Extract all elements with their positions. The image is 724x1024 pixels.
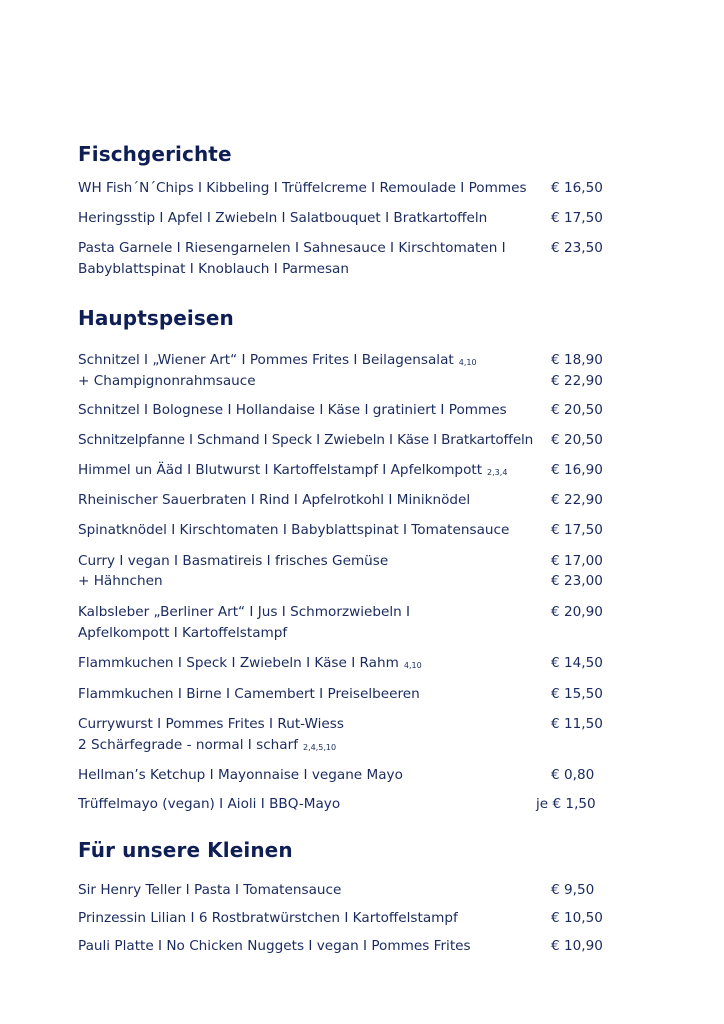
menu-item-price: € 11,50 — [551, 716, 603, 732]
section-title-hauptspeisen: Hauptspeisen — [78, 306, 234, 330]
menu-item-name: Rheinischer Sauerbraten I Rind I Apfelrotkohl I Miniknödel — [78, 492, 471, 508]
menu-item-name: Flammkuchen I Birne I Camembert I Preiselbeeren — [78, 686, 420, 702]
menu-item-price-2: € 22,90 — [551, 373, 603, 389]
menu-item-name: Sir Henry Teller I Pasta I Tomatensauce — [78, 882, 342, 898]
menu-item-price: € 0,80 — [551, 767, 595, 783]
section-title-fischgerichte: Fischgerichte — [78, 142, 232, 166]
menu-item-name-line2: Apfelkompott I Kartoffelstampf — [78, 625, 288, 641]
menu-item-name: WH Fish´N´Chips I Kibbeling I Trüffelcreme I Remoulade I Pommes — [78, 180, 527, 196]
menu-item-name: Prinzessin Lilian I 6 Rostbratwürstchen I Kartoffelstampf — [78, 910, 458, 926]
menu-item-price: € 23,50 — [551, 240, 603, 256]
menu-item-name: Heringsstip I Apfel I Zwiebeln I Salatbouquet I Bratkartoffeln — [78, 210, 488, 226]
menu-item-price: € 17,50 — [551, 210, 603, 226]
menu-item-price: € 14,50 — [551, 655, 603, 671]
menu-item-name: Schnitzel I Bolognese I Hollandaise I Käse I gratiniert I Pommes — [78, 402, 507, 418]
allergen-note: 4,10 — [403, 661, 422, 670]
allergen-note: 4,10 — [458, 358, 477, 367]
menu-item-price: je € 1,50 — [536, 796, 596, 812]
menu-item-name-line2: + Hähnchen — [78, 573, 163, 589]
menu-item-name: Curry I vegan I Basmatireis I frisches Gemüse — [78, 553, 389, 569]
menu-item-name: Currywurst I Pommes Frites I Rut-Wiess — [78, 716, 344, 732]
menu-item-price-2: € 23,00 — [551, 573, 603, 589]
menu-item-price: € 15,50 — [551, 686, 603, 702]
allergen-note: 2,3,4 — [487, 468, 508, 477]
menu-item-name: Schnitzelpfanne I Schmand I Speck I Zwiebeln I Käse I Bratkartoffeln — [78, 432, 534, 448]
menu-item-price: € 17,50 — [551, 522, 603, 538]
menu-item-price: € 22,90 — [551, 492, 603, 508]
menu-item-price: € 20,50 — [551, 432, 603, 448]
menu-item-price: € 10,50 — [551, 910, 603, 926]
menu-item-price: € 9,50 — [551, 882, 595, 898]
menu-item-name: Trüffelmayo (vegan) I Aioli I BBQ-Mayo — [78, 796, 341, 812]
menu-item-name-line2: Babyblattspinat I Knoblauch I Parmesan — [78, 261, 349, 277]
menu-item-price: € 10,90 — [551, 938, 603, 954]
menu-item-price: € 16,50 — [551, 180, 603, 196]
menu-item-price: € 20,50 — [551, 402, 603, 418]
menu-item-name: Flammkuchen I Speck I Zwiebeln I Käse I Rahm 4,10 — [78, 655, 422, 671]
menu-item-name-line2: + Champignonrahmsauce — [78, 373, 256, 389]
menu-item-name: Pasta Garnele I Riesengarnelen I Sahnesauce I Kirschtomaten I — [78, 240, 506, 256]
menu-item-name: Schnitzel I „Wiener Art“ I Pommes Frites I Beilagensalat 4,10 — [78, 352, 477, 368]
menu-item-name: Hellman’s Ketchup I Mayonnaise I vegane Mayo — [78, 767, 403, 783]
menu-item-name: Himmel un Ääd I Blutwurst I Kartoffelstampf I Apfelkompott 2,3,4 — [78, 462, 508, 478]
menu-item-price: € 18,90 — [551, 352, 603, 368]
allergen-note: 2,4,5,10 — [303, 743, 337, 752]
menu-item-price: € 17,00 — [551, 553, 603, 569]
menu-item-price: € 20,90 — [551, 604, 603, 620]
section-title-kids: Für unsere Kleinen — [78, 838, 293, 862]
menu-item-name-line2: 2 Schärfegrade - normal I scharf 2,4,5,10 — [78, 737, 337, 753]
menu-item-name: Pauli Platte I No Chicken Nuggets I vegan I Pommes Frites — [78, 938, 471, 954]
menu-item-name: Spinatknödel I Kirschtomaten I Babyblattspinat I Tomatensauce — [78, 522, 510, 538]
menu-item-price: € 16,90 — [551, 462, 603, 478]
menu-item-name: Kalbsleber „Berliner Art“ I Jus I Schmorzwiebeln I — [78, 604, 411, 620]
